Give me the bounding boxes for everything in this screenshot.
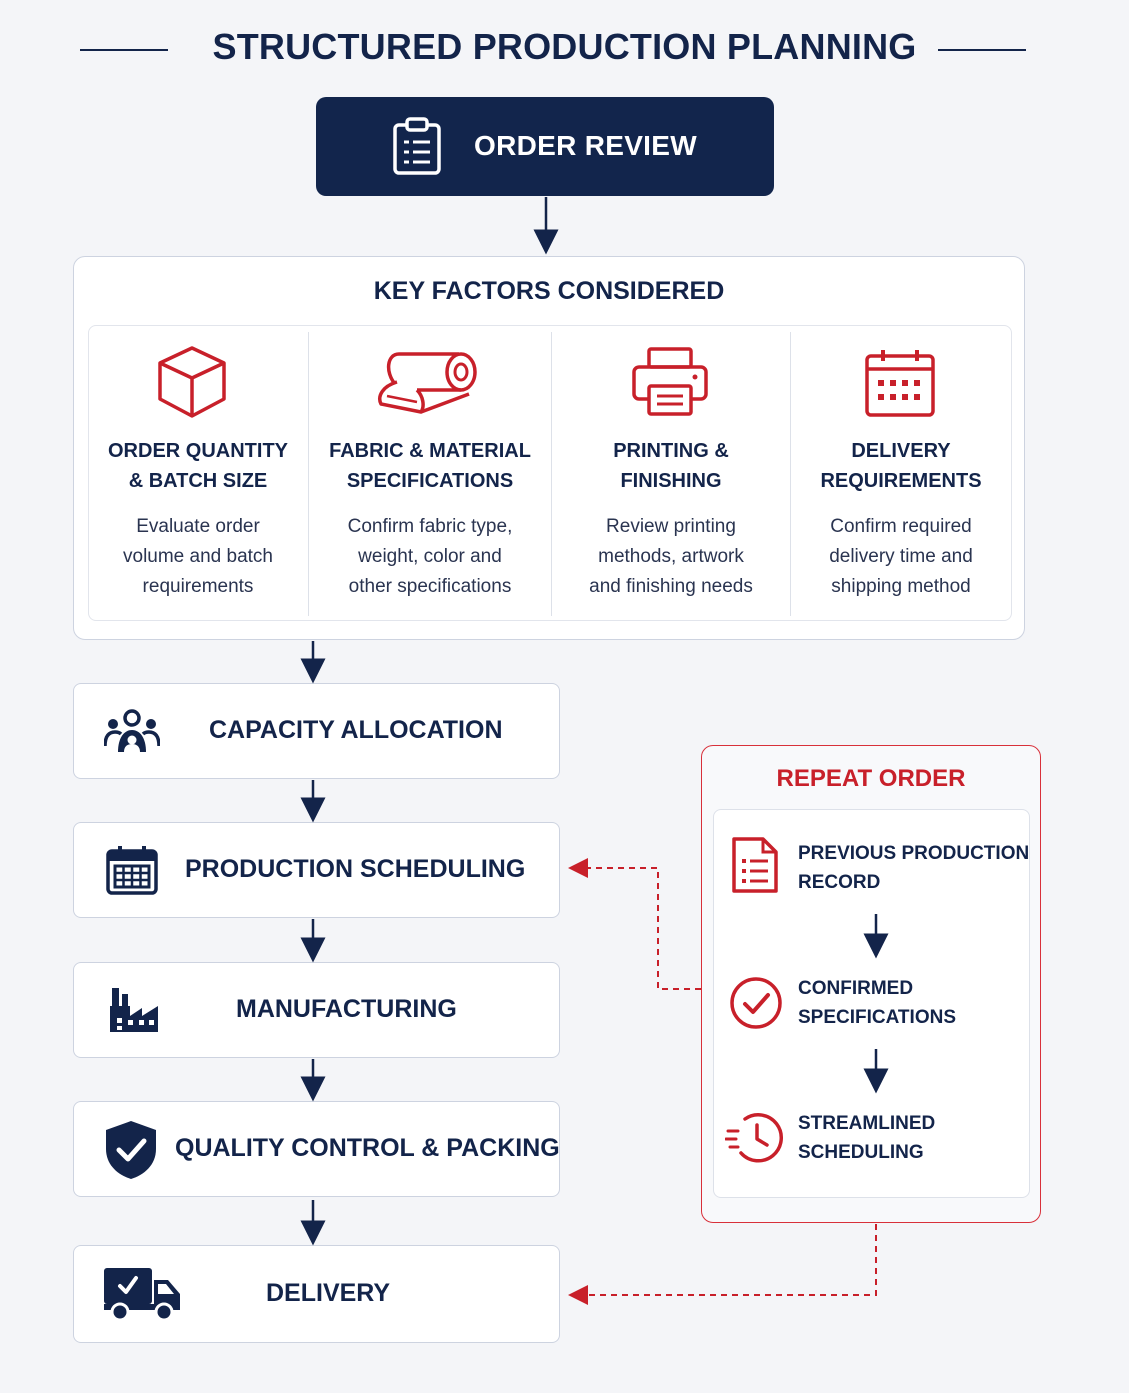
fabric-roll-icon bbox=[377, 346, 477, 418]
factor-desc-line: Review printing bbox=[606, 516, 736, 537]
factor-title-line: FINISHING bbox=[620, 470, 722, 492]
step-quality-control-packing[interactable] bbox=[73, 1101, 560, 1197]
factor-title-line: ORDER QUANTITY bbox=[108, 440, 288, 462]
truck-icon bbox=[102, 1266, 182, 1322]
team-icon bbox=[104, 708, 160, 754]
step-label: PRODUCTION SCHEDULING bbox=[185, 855, 526, 883]
clock-icon bbox=[725, 1109, 785, 1165]
check-circle-icon bbox=[729, 976, 783, 1030]
factor-desc-line: shipping method bbox=[831, 576, 971, 597]
factor-desc-line: requirements bbox=[142, 576, 254, 597]
step-manufacturing[interactable] bbox=[73, 962, 560, 1058]
repeat-item-line: RECORD bbox=[798, 872, 881, 893]
printer-icon bbox=[631, 346, 709, 418]
order-review-label: ORDER REVIEW bbox=[474, 130, 697, 161]
factor-desc-line: and finishing needs bbox=[589, 576, 753, 597]
calendar-icon bbox=[864, 347, 936, 419]
factor-desc-line: delivery time and bbox=[829, 546, 973, 567]
factor-title-line: FABRIC & MATERIAL bbox=[329, 440, 531, 462]
step-label: DELIVERY bbox=[266, 1279, 391, 1307]
factor-title-line: DELIVERY bbox=[851, 440, 951, 462]
factor-title-line: & BATCH SIZE bbox=[128, 470, 268, 492]
step-label: CAPACITY ALLOCATION bbox=[209, 716, 503, 744]
factor-title-line: SPECIFICATIONS bbox=[346, 470, 514, 492]
factor-desc-line: Evaluate order bbox=[136, 516, 260, 537]
repeat-item-previous-record bbox=[798, 839, 1029, 897]
step-label: QUALITY CONTROL & PACKING bbox=[175, 1134, 560, 1162]
factor-desc-line: methods, artwork bbox=[598, 546, 744, 567]
repeat-item-line: PREVIOUS PRODUCTION bbox=[798, 843, 1030, 864]
factor-desc-line: Confirm required bbox=[830, 516, 972, 537]
shield-check-icon bbox=[104, 1119, 158, 1181]
calendar-icon bbox=[106, 844, 158, 896]
factor-desc-line: weight, color and bbox=[358, 546, 502, 567]
factor-title-line: PRINTING & bbox=[613, 440, 729, 462]
factor-desc-line: volume and batch bbox=[123, 546, 273, 567]
step-capacity-allocation[interactable] bbox=[73, 683, 560, 779]
step-delivery[interactable] bbox=[73, 1245, 560, 1343]
factor-printing-finishing bbox=[552, 0, 790, 640]
document-icon bbox=[731, 836, 779, 894]
dashed-link-to-scheduling bbox=[578, 868, 701, 989]
key-factors-title: KEY FACTORS CONSIDERED bbox=[373, 277, 725, 305]
repeat-item-streamlined-scheduling bbox=[798, 1109, 935, 1167]
repeat-item-confirmed-specs bbox=[798, 974, 956, 1032]
factor-order-quantity bbox=[88, 0, 308, 640]
repeat-item-line: SPECIFICATIONS bbox=[798, 1007, 956, 1028]
repeat-item-line: SCHEDULING bbox=[798, 1142, 924, 1163]
factor-fabric-material bbox=[309, 0, 551, 640]
factor-title-line: REQUIREMENTS bbox=[820, 470, 982, 492]
box-icon bbox=[154, 344, 230, 420]
factor-desc-line: other specifications bbox=[348, 576, 512, 597]
repeat-order-title: REPEAT ORDER bbox=[776, 765, 966, 792]
factor-desc-line: Confirm fabric type, bbox=[347, 516, 513, 537]
step-production-scheduling[interactable] bbox=[73, 822, 560, 918]
page-title: STRUCTURED PRODUCTION PLANNING bbox=[212, 26, 917, 67]
factor-delivery-requirements bbox=[791, 0, 1011, 640]
repeat-item-line: CONFIRMED bbox=[798, 978, 914, 999]
repeat-item-line: STREAMLINED bbox=[798, 1113, 936, 1134]
dashed-link-to-delivery bbox=[578, 1224, 876, 1295]
factory-icon bbox=[108, 984, 160, 1034]
step-label: MANUFACTURING bbox=[236, 995, 457, 1023]
